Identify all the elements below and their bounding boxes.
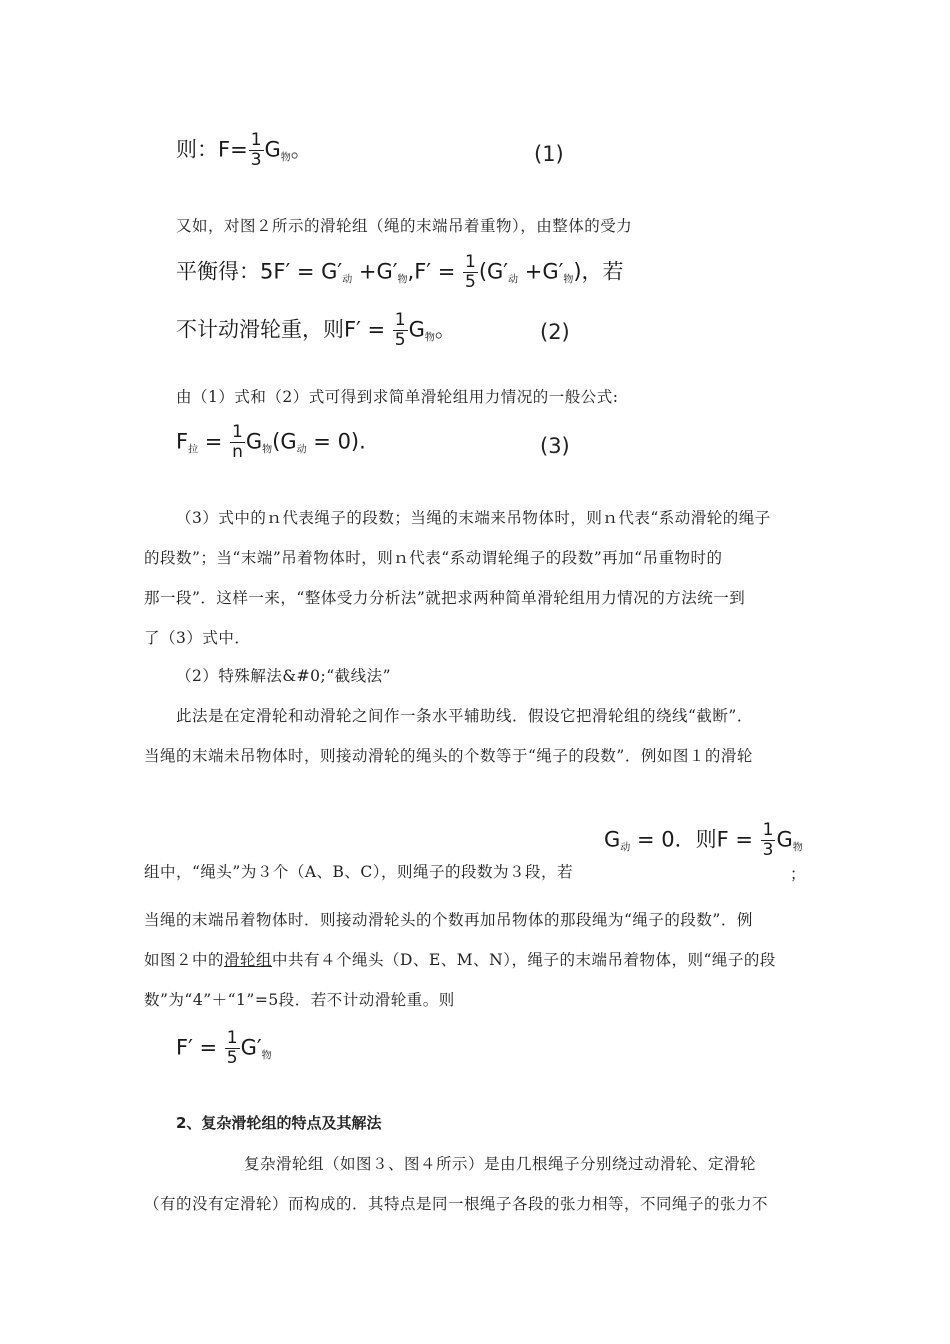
paragraph-6-line-1: 当绳的末端吊着物体时．则接动滑轮头的个数再加吊物体的那段绳为“绳子的段数”．例 bbox=[144, 911, 753, 929]
fraction: $\frac{1}{5}$ bbox=[394, 310, 406, 350]
subheading-special-method: （2）特殊解法&#0;“截线法” bbox=[176, 667, 392, 685]
section-heading-complex-pulley: 2、复杂滑轮组的特点及其解法 bbox=[176, 1114, 382, 1132]
paragraph-2: 由（1）式和（2）式可得到求简单滑轮组用力情况的一般公式: bbox=[176, 388, 619, 406]
fraction: $\frac{1}{3}$ bbox=[762, 820, 774, 860]
fraction: $\frac{1}{5}$ bbox=[464, 252, 476, 292]
paragraph-3-line-1: （3）式中的ｎ代表绳子的段数；当绳的末端来吊物体时，则ｎ代表“系动滑轮的绳子 bbox=[176, 509, 771, 527]
paragraph-7-line-1: 复杂滑轮组（如图３、图４所示）是由几根绳子分别绕过动滑轮、定滑轮 bbox=[244, 1155, 757, 1173]
equation-4-end: ； bbox=[790, 865, 807, 883]
paragraph-3-line-2: 的段数”；当“末端”吊着物体时，则ｎ代表“系动谓轮绳子的段数”再加“吊重物时的 bbox=[144, 549, 723, 567]
paragraph-5-line-1: 此法是在定滑轮和动滑轮之间作一条水平辅助线．假设它把滑轮组的绕线“截断”． bbox=[176, 707, 753, 725]
paragraph-3-line-4: 了（3）式中． bbox=[144, 629, 251, 647]
paragraph-6-line-3: 数”为“4”＋“1”=5段．若不计动滑轮重。则 bbox=[144, 991, 455, 1009]
equation-5: F′ = $\frac{1}{5}$ $G'_物$ bbox=[176, 1028, 272, 1068]
equation-1: 则：F= $\frac{1}{3}$ $G_物$。 bbox=[176, 130, 312, 170]
fraction: $\frac{1}{n}$ bbox=[232, 422, 243, 462]
fraction: $\frac{1}{3}$ bbox=[250, 130, 262, 170]
equation-number-1: (1) bbox=[534, 142, 564, 166]
paragraph-5-line-2: 当绳的末端未吊物体时，则接动滑轮的绳头的个数等于“绳子的段数”．例如图１的滑轮 bbox=[144, 747, 753, 765]
paragraph-3-line-3: 那一段”．这样一来，“整体受力分析法”就把求两种简单滑轮组用力情况的方法统一到 bbox=[144, 589, 746, 607]
equation-number-3: (3) bbox=[540, 434, 570, 458]
equation-4: $G_动 = 0$．则F = $\frac{1}{3}$ $G_物$ bbox=[604, 820, 803, 860]
paragraph-1: 又如，对图２所示的滑轮组（绳的末端吊着重物），由整体的受力 bbox=[176, 217, 633, 235]
equation-2-line-2: 不计动滑轮重，则F′ = $\frac{1}{5}$ $G_物$。 bbox=[176, 310, 456, 350]
equation-number-2: (2) bbox=[540, 320, 570, 344]
pulley-group-link[interactable]: 滑轮组 bbox=[224, 951, 273, 969]
fraction: $\frac{1}{5}$ bbox=[226, 1028, 238, 1068]
equation-3: $F_拉$ = $\frac{1}{n}$ $G_物(G_动 = 0)$. bbox=[176, 422, 366, 462]
paragraph-5-line-3: 组中，“绳头”为３个（A、B、C），则绳子的段数为３段，若 bbox=[144, 863, 574, 881]
equation-2-line-1: 平衡得：$5F' = G'_动 +G'_物,F'$ = $\frac{1}{5}$ $(G'_动 +G'_物)$，若 bbox=[176, 252, 624, 292]
paragraph-6-line-2: 如图２中的滑轮组中共有４个绳头（D、E、M、N），绳子的末端吊着物体，则“绳子的段 bbox=[144, 951, 776, 969]
paragraph-7-line-2: （有的没有定滑轮）而构成的．其特点是同一根绳子各段的张力相等，不同绳子的张力不 bbox=[144, 1195, 769, 1213]
